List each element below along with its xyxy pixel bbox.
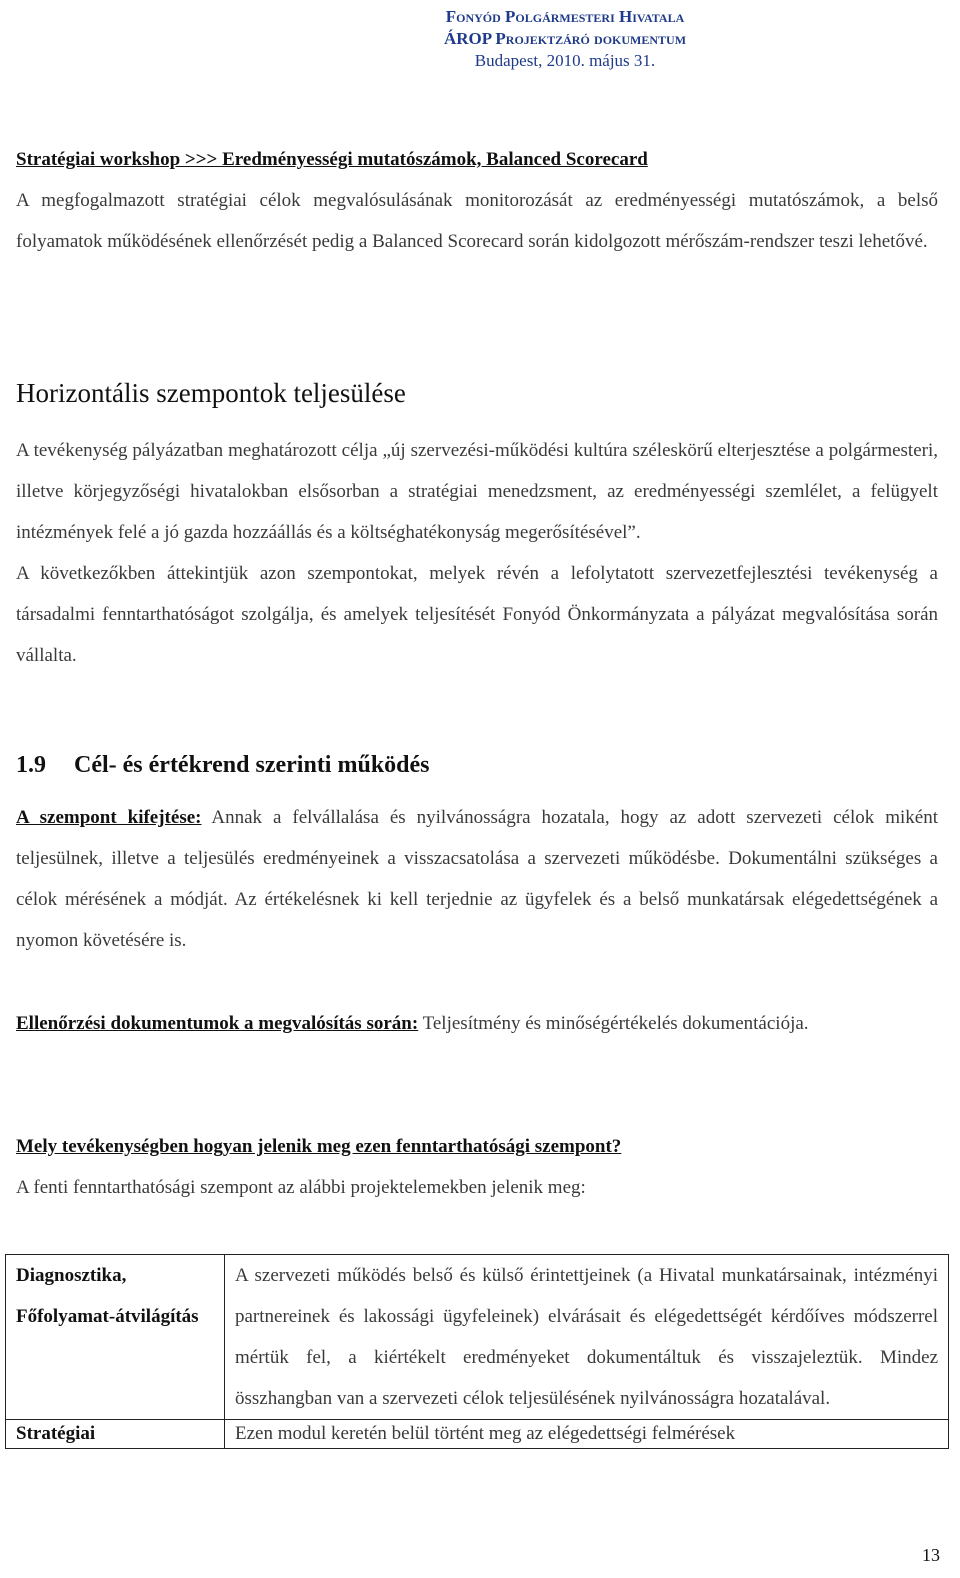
workshop-title: Stratégiai workshop >>> Eredményességi mutatószámok, Balanced Scorecard: [16, 149, 648, 170]
header-document-type: ÁROP Projektzáró dokumentum: [443, 29, 687, 48]
mely-block: [16, 1126, 938, 1208]
kifejtes-block: [16, 797, 938, 961]
page-number: 13: [922, 1545, 940, 1565]
table-row: [6, 1255, 949, 1420]
workshop-section: [16, 139, 938, 262]
mely-text: A fenti fenntarthatósági szempont az alábbi projektelemekben jelenik meg:: [16, 1177, 586, 1198]
header-date: Budapest, 2010. május 31.: [474, 51, 656, 70]
table-row-text: A szervezeti működés belső és külső érintettjeinek (a Hivatal munkatársainak, intézményi partnereinek és lakossági ügyfeleinek) elvárásait és elégedettségét kérdőíves módszerrel mértük fel, a kiértékelt eredményeket dokumentáltuk és visszajeleztük. Mindez összhangban van a szervezeti célok teljesülésének nyilvánosságra hozatalával.: [225, 1255, 949, 1420]
mely-label: Mely tevékenységben hogyan jelenik meg ezen fenntarthatósági szempont?: [16, 1136, 622, 1157]
section-heading: [16, 748, 938, 782]
ellenorzes-text: Teljesítmény és minőségértékelés dokumentációja.: [418, 1013, 809, 1034]
horizontal-title: Horizontális szempontok teljesülése: [16, 378, 406, 408]
horizontal-paragraph-1: A tevékenység pályázatban meghatározott célja „új szervezési-működési kultúra széleskörű elterjesztése a polgármesteri, illetve körjegyzőségi hivatalokban elsősorban a stratégiai menedzsment, az eredményességi szemlélet, a felügyelt intézmények felé a jó gazda hozzáállás és a költséghatékonyság megerősítésével”.: [16, 440, 938, 543]
horizontal-paragraph-2: A következőkben áttekintjük azon szempontokat, melyek révén a lefolytatott szervezetfejlesztési tevékenység a társadalmi fenntarthatóságot szolgálja, és amelyek teljesítését Fonyód Önkormányzata a pályázat megvalósítása során vállalta.: [16, 563, 938, 666]
table-row-label: Diagnosztika, Főfolyamat-átvilágítás: [6, 1255, 225, 1420]
ellenorzes-block: [16, 1003, 938, 1044]
horizontal-body: [16, 430, 938, 676]
table-row-text: Ezen modul keretén belül történt meg az elégedettségi felmérések: [225, 1420, 949, 1449]
header-organization: Fonyód Polgármesteri Hivatala: [445, 7, 685, 26]
horizontal-section: [16, 376, 938, 410]
document-header: [250, 6, 880, 72]
workshop-text: A megfogalmazott stratégiai célok megvalósulásának monitorozását az eredményességi mutatószámok, a belső folyamatok működésének ellenőrzését pedig a Balanced Scorecard során kidolgozott mérőszám-rendszer teszi lehetővé.: [16, 190, 938, 252]
kifejtes-label: A szempont kifejtése:: [16, 807, 202, 828]
table-row: [6, 1420, 949, 1449]
section-number: 1.9: [16, 752, 46, 778]
kifejtes-text: Annak a felvállalása és nyilvánosságra hozatala, hogy az adott szervezeti célok miként teljesülnek, illetve a teljesülés eredményeinek a visszacsatolása a szervezeti működésbe. Dokumentálni szükséges a célok mérésének a módját. Az értékelésnek ki kell terjednie az ügyfelek és a belső munkatársak elégedettségének a nyomon követésére is.: [16, 807, 938, 951]
project-elements-table: [5, 1254, 949, 1449]
table-row-label: Stratégiai: [6, 1420, 225, 1449]
ellenorzes-label: Ellenőrzési dokumentumok a megvalósítás során:: [16, 1013, 419, 1034]
section-title: Cél- és értékrend szerinti működés: [74, 752, 430, 778]
